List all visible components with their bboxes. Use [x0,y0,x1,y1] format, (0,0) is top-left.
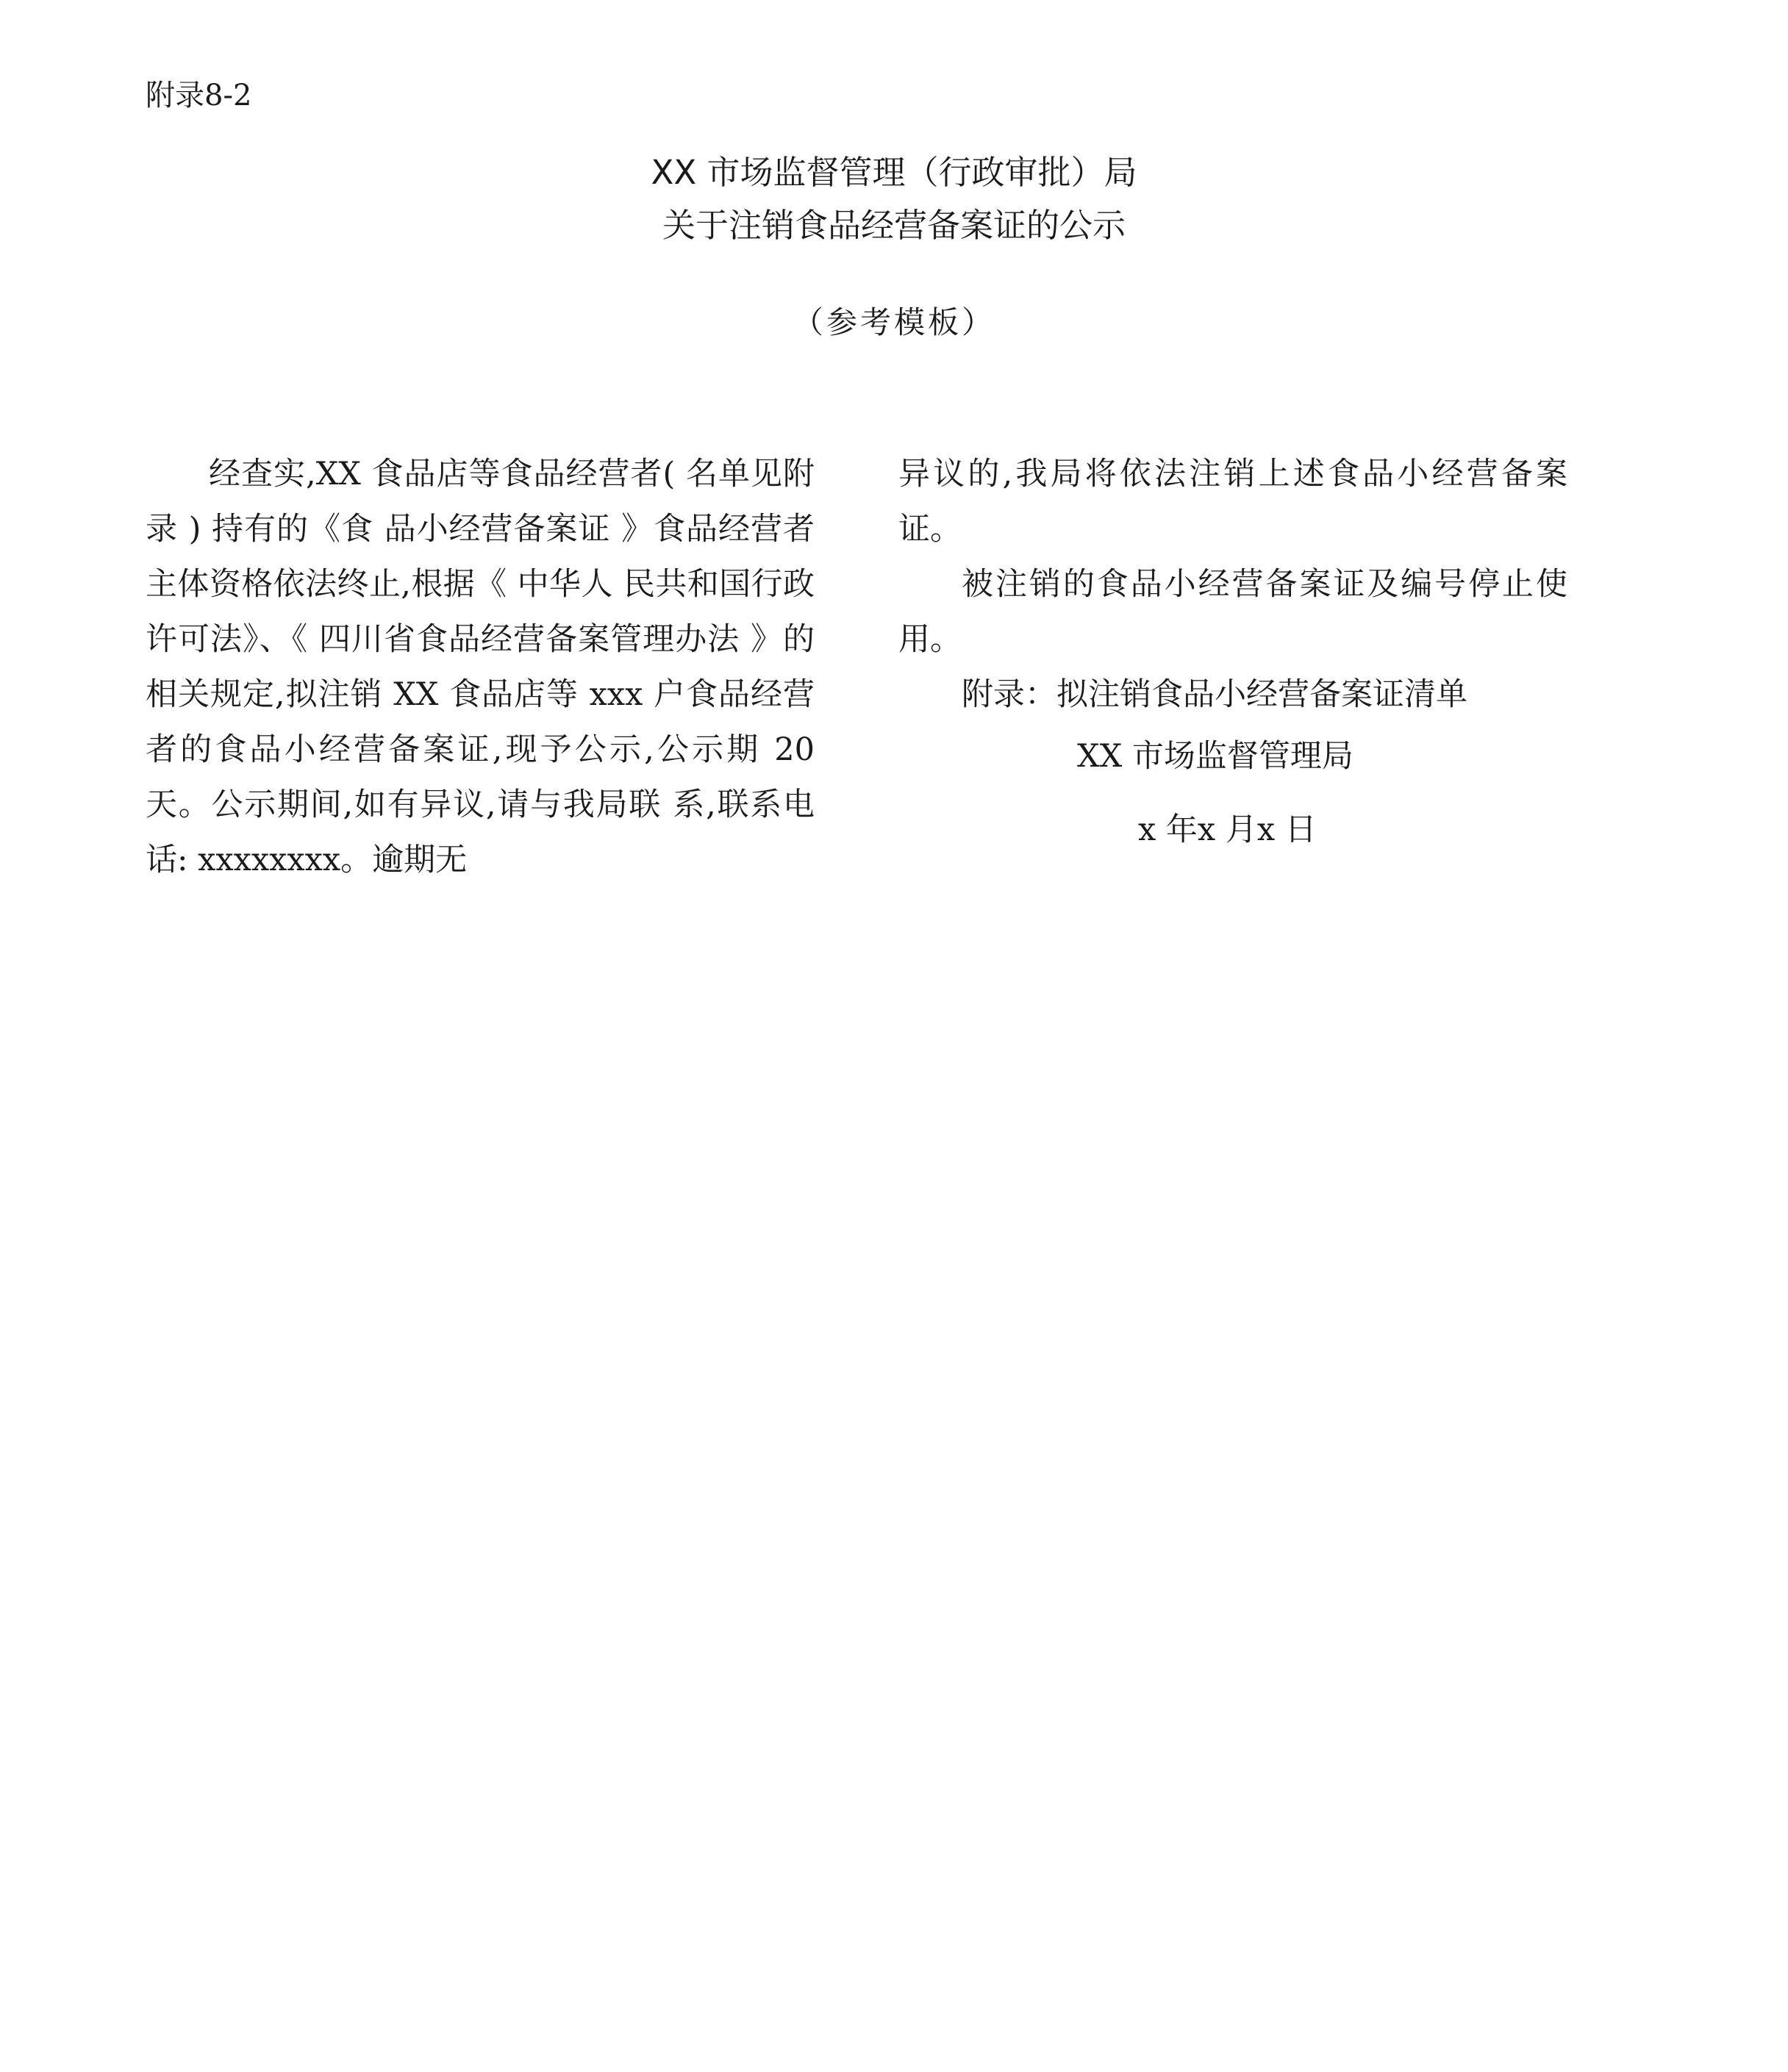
document-title-line-1: XX 市场监督管理（行政审批）局 [651,153,1137,192]
document-subtitle: （参考模板） [792,304,995,340]
body-paragraph-1-part-1: 经查实,XX 食品店等食品经营者( 名单见附录 ) 持有的《食 品小经营备案证 》食品经营者主体资格依法终止,根据《 中华人 民共和国行政许可法》、《 四川省食品经营备案管理办法 》的相关规定,拟注销 XX 食品店等 xxx 户食品经营者的食品小经营备案证,现予公示,公示期 20 天。公示期间,如有异议,请与我局联 系,联系电话: xxxxxxxx。逾期无 [146,456,815,878]
document-title-line-2: 关于注销食品经营备案证的公示 [662,206,1126,245]
signature-date: x 年x 月x 日 [1138,811,1317,848]
right-column [898,447,1567,723]
appendix-label: 附录8-2 [146,79,252,112]
signature-organization: XX 市场监督管理局 [1077,738,1353,775]
body-paragraph-1-part-2: 异议的,我局将依法注销上述食品小经营备案证。 [898,456,1567,548]
body-paragraph-2: 被注销的食品小经营备案证及编号停止使用。 [898,566,1567,658]
attachment-note: 附录：拟注销食品小经营备案证清单 [962,676,1467,713]
